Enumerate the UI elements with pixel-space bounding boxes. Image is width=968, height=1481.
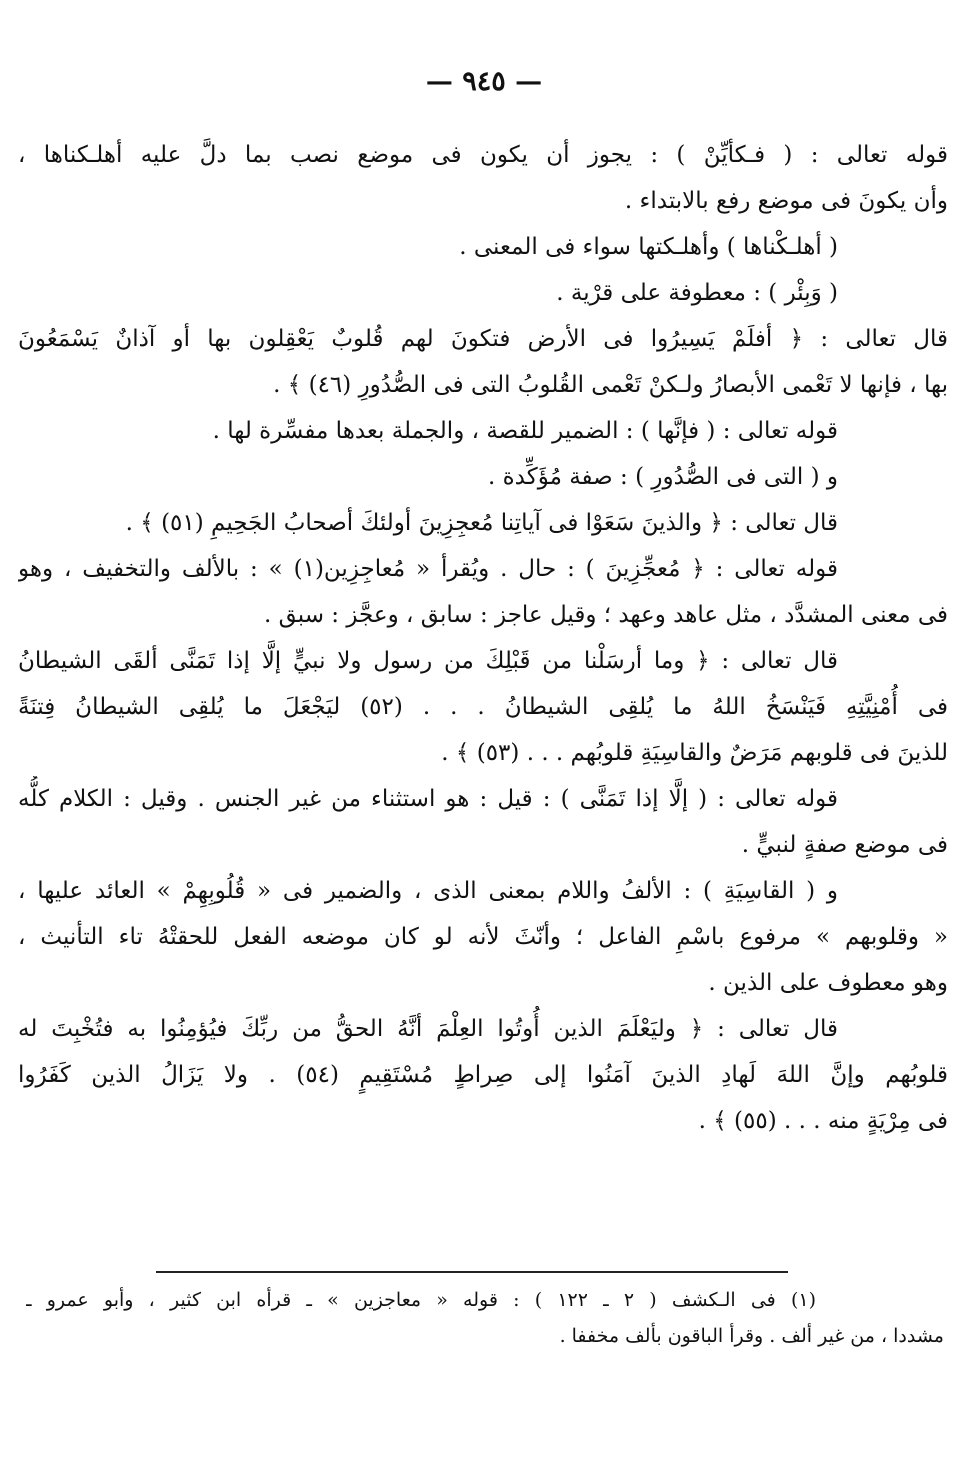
text-line: قال تعالى : ﴿ والذينَ سَعَوْا فى آياتِنا مُعجِزِينَ أولئكَ أصحابُ الجَحِيمِ (٥١) ﴾ . [125, 510, 838, 536]
text-line: و ( القاسِيَةِ ) : الألفُ واللام بمعنى الذى ، والضمير فى « قُلُوبِهِمْ » العائد عليها ، [18, 878, 838, 904]
text-line: للذينَ فى قلوبهم مَرَضٌ والقاسِيَةِ قلوبُهم . . . (٥٣) ﴾ . [441, 740, 948, 766]
text-line: بها ، فإنها لا تَعْمى الأبصارُ ولـكنْ تَعْمى القُلوبُ التى فى الصُّدُورِ (٤٦) ﴾ . [273, 372, 948, 398]
footnote-divider [156, 1271, 788, 1273]
footnote-line: (١) فى الـكشف ( ٢ ـ ١٢٢ ) : قوله « معاجزين » ـ قرأه ابن كثير ، وأبو عمرو ـ [26, 1289, 816, 1311]
text-line: قوله تعالى : ( فإنَّها ) : الضمير للقصة ، والجملة بعدها مفسِّرة لها . [212, 418, 838, 444]
text-line: « وقلوبهم » مرفوع باسْمِ الفاعل ؛ وأنّثَ لأنه لو كان موضعه الفعل للحقتْهُ تاء التأنيث ، [18, 924, 948, 950]
text-line: فى مِرْيَةٍ منه . . . (٥٥) ﴾ . [698, 1108, 948, 1134]
text-line: فى أُمْنِيَّتِهِ فَيَنْسَخُ اللهُ ما يُلقِى الشيطانُ . . . (٥٢) ليَجْعَلَ ما يُلقِى الشيطانُ فِتنَةً [18, 694, 948, 720]
text-line: قال تعالى : ﴿ وليَعْلَمَ الذين أُوتُوا العِلْمَ أنَّهُ الحقُّ من ربِّكَ فيُؤمِنُوا به فتُخْبِتَ له [18, 1016, 838, 1042]
text-line: قلوبُهم وإنَّ اللهَ لَهادِ الذينَ آمَنُوا إلى صِراطٍ مُسْتَقِيمٍ (٥٤) . ولا يَزَالُ الذين كَفَرُوا [18, 1062, 948, 1088]
text-line: وأن يكونَ فى موضع رفع بالابتداء . [624, 188, 948, 214]
text-line: قوله تعالى : ﴿ مُعجِّزِينَ ) : حال . ويُقرأ « مُعاجِزِين(١) » : بالألف والتخفيف ، وهو [18, 556, 838, 582]
page-number: — ٩٤٥ — [425, 66, 543, 97]
text-line: قوله تعالى : ( إلَّا إذا تَمَنَّى ) : قيل : هو استثناء من غير الجنس . وقيل : الكلام كلُّه [18, 786, 838, 812]
text-line: قال تعالى : ﴿ أفلَمْ يَسِيرُوا فى الأرض فتكونَ لهم قُلوبٌ يَعْقِلون بها أو آذانٌ يَسْمَعُونَ [18, 326, 948, 352]
text-line: قال تعالى : ﴿ وما أرسَلْنا من قَبْلِكَ من رسول ولا نبيٍّ إلَّا إذا تَمَنَّى ألقَى الشيطانُ [18, 648, 838, 674]
text-line: فى موضع صفةٍ لنبيٍّ . [741, 832, 948, 858]
text-line: ( أهلـكْناها ) وأهلـكتها سواء فى المعنى . [459, 234, 838, 260]
footnote-line: مشددا ، من غير ألف . وقرأ الباقون بألف مخففا . [559, 1325, 944, 1347]
text-line: وهو معطوف على الذين . [708, 970, 948, 996]
footnotes [26, 1282, 944, 1354]
text-line: قوله تعالى : ( فـكأيِّنْ ) : يجوز أن يكون فى موضع نصب بما دلَّ عليه أهلـكناها ، [18, 142, 948, 168]
main-text [18, 132, 948, 1144]
text-line: و ( التى فى الصُّدُورِ ) : صفة مُؤَكِّدة . [488, 464, 838, 490]
text-line: ( وَبِئْر ) : معطوفة على قرْية . [556, 280, 838, 306]
text-line: فى معنى المشدَّد ، مثل عاهد وعهد ؛ وقيل عاجز : سابق ، وعجَّز : سبق . [263, 602, 948, 628]
